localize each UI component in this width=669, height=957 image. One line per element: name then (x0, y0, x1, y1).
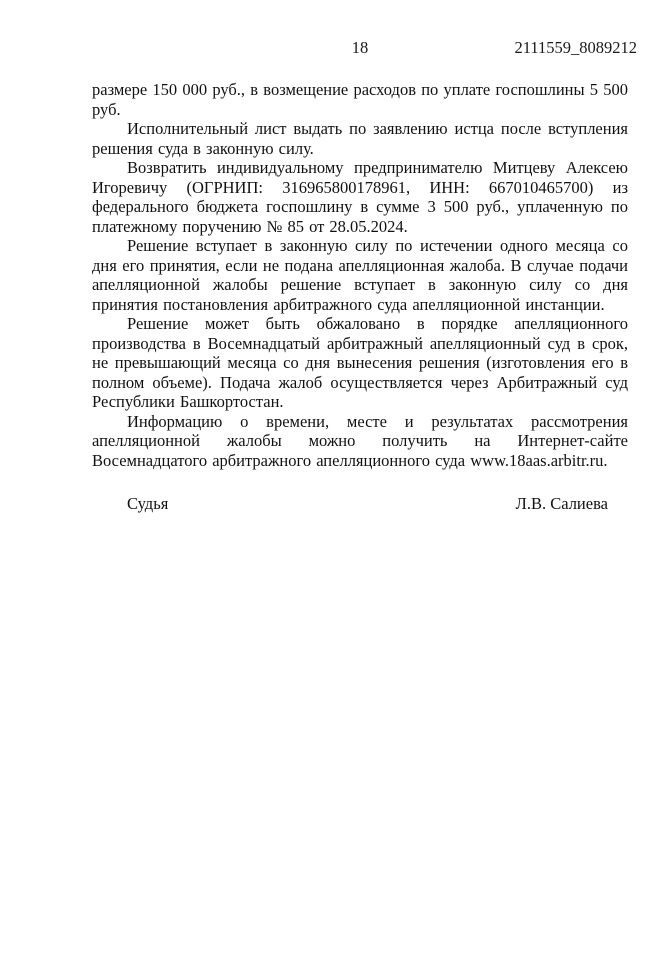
paragraph: Решение может быть обжаловано в порядке апелляционного производства в Восемнадцатый арбитражный апелляционный суд в срок, не превышающий месяца со дня вынесения решения (изготовления его в полном объеме). Подача жалоб осуществляется через Арбитражный суд Республики Башкортостан. (92, 314, 628, 411)
signature-row (92, 494, 628, 514)
document-body (92, 80, 628, 514)
judge-label: Судья (127, 494, 169, 513)
page-number: 18 (351, 38, 369, 57)
page-header (0, 38, 669, 58)
document-id: 2111559_8089212 (514, 38, 637, 57)
paragraph: Возвратить индивидуальному предпринимателю Митцеву Алексею Игоревичу (ОГРНИП: 316965800178961, ИНН: 667010465700) из федерального бюджета госпошлину в сумме 3 500 руб., уплаченную по платежному поручению № 85 от 28.05.2024. (92, 158, 628, 236)
paragraph: Решение вступает в законную силу по истечении одного месяца со дня его принятия, если не подана апелляционная жалоба. В случае подачи апелляционной жалобы решение вступает в законную силу со дня принятия постановления арбитражного суда апелляционной инстанции. (92, 236, 628, 314)
judge-name: Л.В. Салиева (515, 494, 608, 513)
paragraph: Информацию о времени, месте и результатах рассмотрения апелляционной жалобы можно получить на Интернет-сайте Восемнадцатого арбитражного апелляционного суда www.18aas.arbitr.ru. (92, 411, 628, 470)
paragraph: размере 150 000 руб., в возмещение расходов по уплате госпошлины 5 500 руб. (92, 80, 628, 119)
paragraph: Исполнительный лист выдать по заявлению истца после вступления решения суда в законную силу. (92, 119, 628, 158)
